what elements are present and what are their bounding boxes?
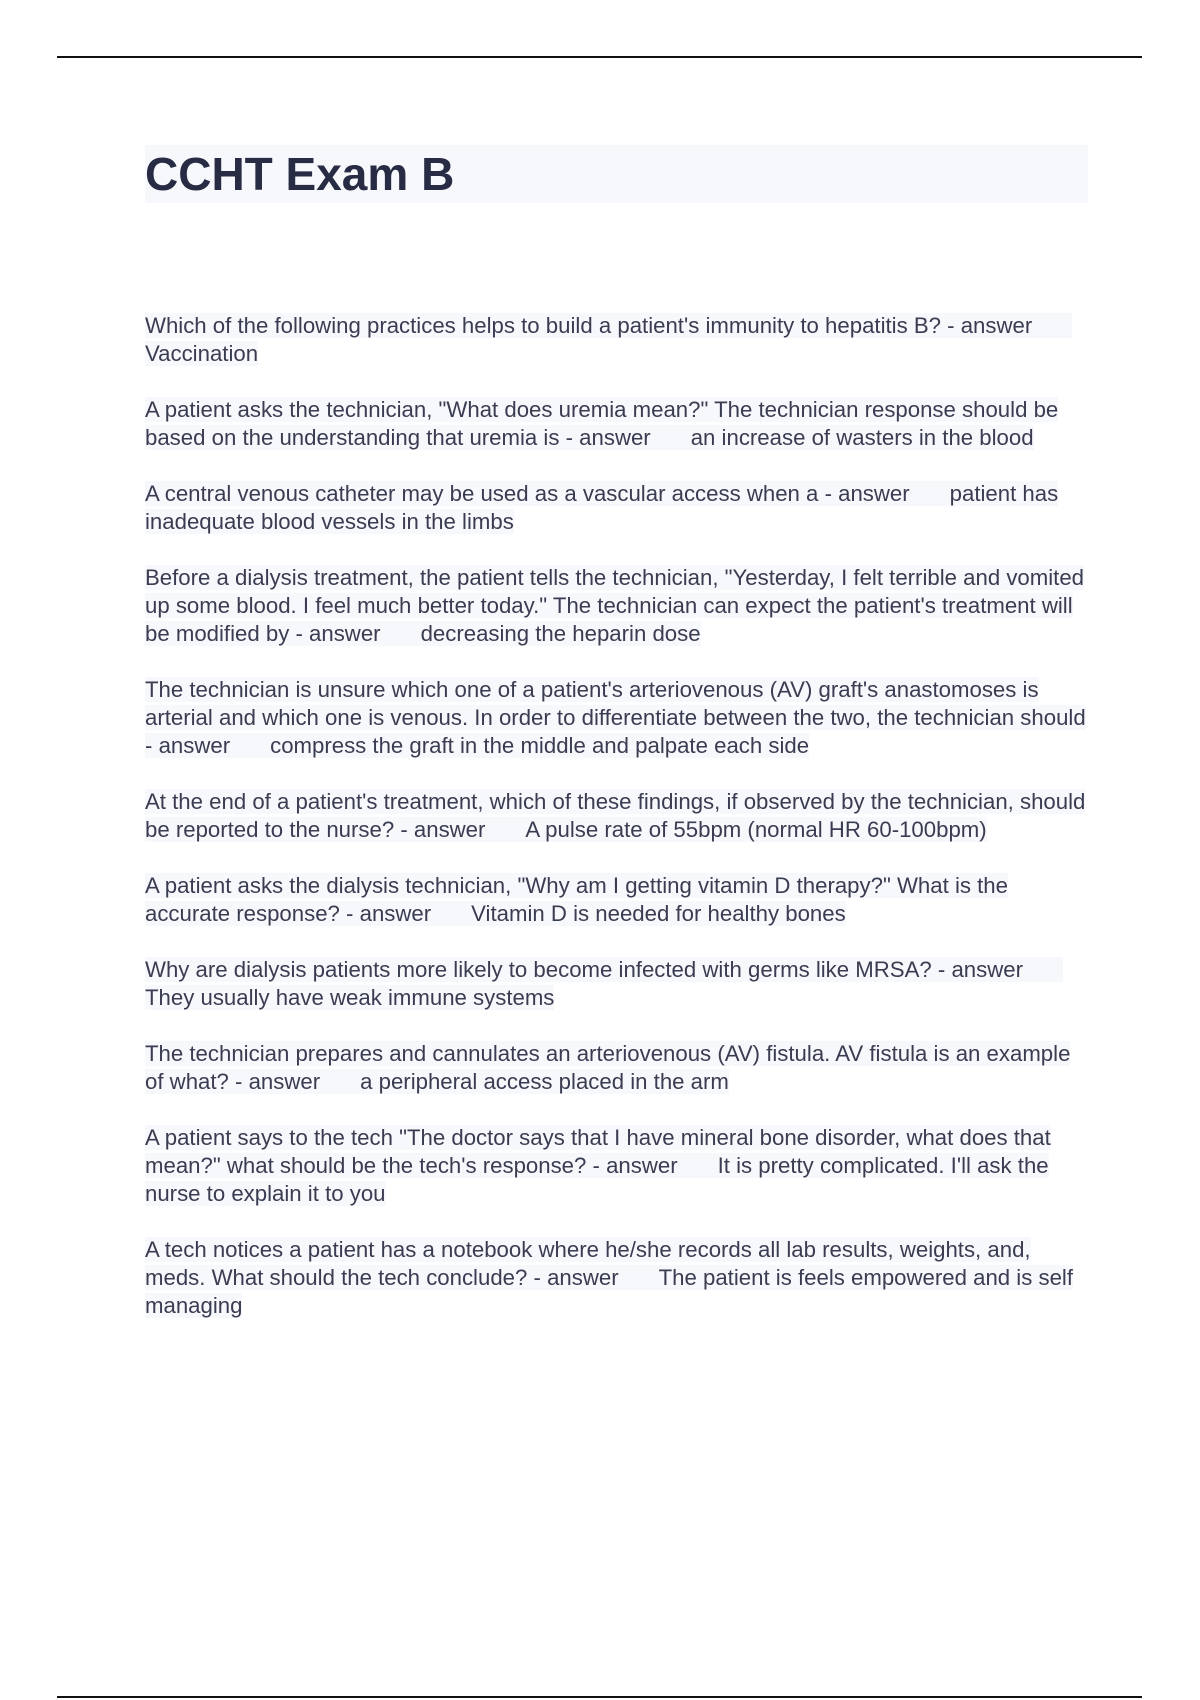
answer-label: answer (309, 621, 381, 646)
separator: - (931, 957, 952, 982)
answer-text: Vaccination (145, 341, 259, 366)
answer-label: answer (413, 817, 486, 842)
answer-text: It is pretty complicated. I'll ask the nurse to explain it to you (145, 1153, 1049, 1206)
question-text: The technician prepares and cannulates an arteriovenous (AV) fistula. AV fistula is an example of what? (145, 1041, 1071, 1094)
question-text: The technician is unsure which one of a patient's arteriovenous (AV) graft's anastomoses is arterial and which one is venous. In order to differentiate between the two, the technician should (145, 677, 1086, 730)
qa-item (145, 872, 1095, 928)
answer-text: The patient is feels empowered and is self managing (145, 1265, 1073, 1318)
separator: - (228, 1069, 249, 1094)
question-text: A patient asks the dialysis technician, "Why am I getting vitamin D therapy?" What is the accurate response? (145, 873, 1008, 926)
answer-label: answer (606, 1153, 678, 1178)
separator: - (339, 901, 360, 926)
answer-label: answer (248, 1069, 321, 1094)
question-text: A patient says to the tech "The doctor says that I have mineral bone disorder, what does that mean?" what should be the tech's response? (145, 1125, 1051, 1178)
qa-list (145, 312, 1095, 1348)
qa-item (145, 676, 1095, 760)
answer-label: answer (579, 425, 651, 450)
answer-label: answer (547, 1265, 619, 1290)
document-title: CCHT Exam B (145, 145, 1088, 203)
question-text: At the end of a patient's treatment, which of these findings, if observed by the technician, should be reported to the nurse? (145, 789, 1086, 842)
answer-text: decreasing the heparin dose (420, 621, 701, 646)
answer-text: They usually have weak immune systems (145, 985, 555, 1010)
separator: - (394, 817, 414, 842)
qa-item (145, 1236, 1095, 1320)
qa-item (145, 564, 1095, 648)
qa-item (145, 480, 1095, 536)
separator: - (586, 1153, 607, 1178)
answer-text: compress the graft in the middle and palpate each side (270, 733, 810, 758)
qa-item (145, 312, 1095, 368)
separator: - (818, 481, 839, 506)
answer-text: a peripheral access placed in the arm (360, 1069, 729, 1094)
question-text: A central venous catheter may be used as a vascular access when a (145, 481, 819, 506)
separator: - (559, 425, 580, 450)
qa-item (145, 1040, 1095, 1096)
qa-item (145, 1124, 1095, 1208)
answer-text: an increase of wasters in the blood (690, 425, 1034, 450)
top-divider (57, 56, 1142, 58)
separator: - (145, 733, 159, 758)
answer-text: Vitamin D is needed for healthy bones (471, 901, 846, 926)
separator: - (527, 1265, 548, 1290)
question-text: Before a dialysis treatment, the patient tells the technician, "Yesterday, I felt terrible and vomited up some blood. I feel much better today." The technician can expect the patient's treatment will be modified by (145, 565, 1085, 646)
question-text: Which of the following practices helps to build a patient's immunity to hepatitis B? (145, 313, 941, 338)
answer-label: answer (960, 313, 1033, 338)
answer-label: answer (951, 957, 1023, 982)
qa-item (145, 396, 1095, 452)
answer-label: answer (359, 901, 432, 926)
separator: - (289, 621, 310, 646)
question-text: A patient asks the technician, "What does uremia mean?" The technician response should be based on the understanding that uremia is (145, 397, 1059, 450)
qa-item (145, 788, 1095, 844)
qa-item (145, 956, 1095, 1012)
answer-label: answer (158, 733, 231, 758)
question-text: A tech notices a patient has a notebook where he/she records all lab results, weights, and, meds. What should the tech conclude? (145, 1237, 1031, 1290)
bottom-divider (57, 1696, 1142, 1698)
question-text: Why are dialysis patients more likely to become infected with germs like MRSA? (145, 957, 932, 982)
answer-text: A pulse rate of 55bpm (normal HR 60-100bpm) (525, 817, 987, 842)
answer-text: patient has inadequate blood vessels in the limbs (145, 481, 1059, 534)
answer-label: answer (838, 481, 910, 506)
separator: - (941, 313, 961, 338)
